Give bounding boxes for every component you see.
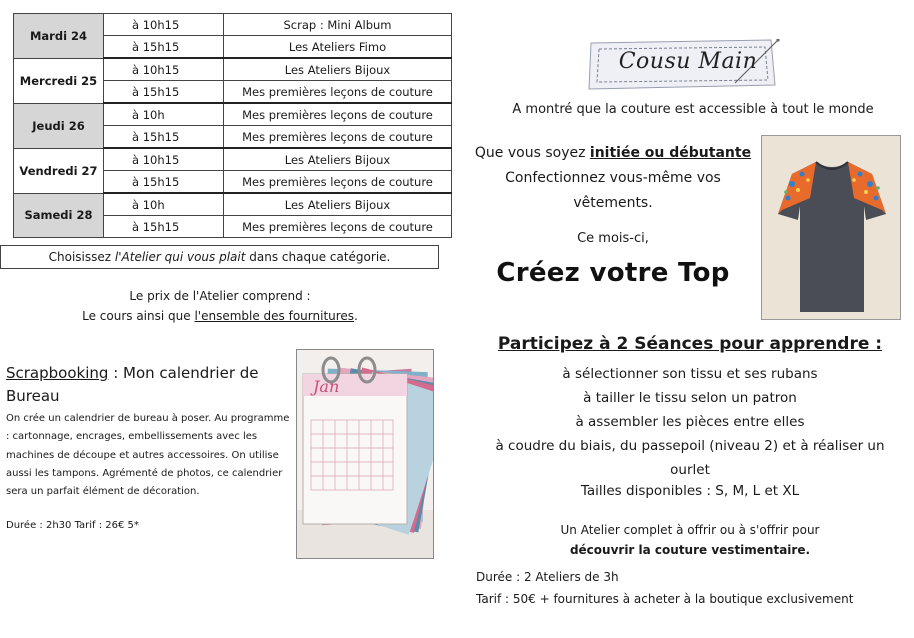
price-line-1: Le prix de l'Atelier comprend : (129, 289, 311, 303)
workshop-cell: Mes premières leçons de couture (224, 216, 452, 238)
workshop-cell: Les Ateliers Bijoux (224, 193, 452, 216)
workshop-cell: Scrap : Mini Album (224, 14, 452, 36)
workshop-cell: Mes premières leçons de couture (224, 103, 452, 126)
svg-text:Jan: Jan (313, 377, 340, 396)
price-line-2-suffix: . (354, 309, 358, 323)
scrapbooking-title-rest: : Mon calendrier de Bureau (6, 364, 259, 405)
day-cell: Samedi 28 (14, 193, 104, 238)
list-item: à coudre du biais, du passepoil (niveau 2) et à réaliser un (495, 438, 885, 454)
sizes-info: Tailles disponibles : S, M, L et XL (580, 483, 800, 499)
gift-line-2-bold: découvrir la couture vestimentaire. (569, 543, 811, 557)
time-cell: à 15h15 (104, 216, 224, 238)
month-label: Ce mois-ci, (577, 231, 649, 246)
time-cell: à 10h (104, 193, 224, 216)
list-item: ourlet (670, 462, 710, 478)
day-cell: Mardi 24 (14, 14, 104, 59)
price-info (0, 286, 440, 326)
intro-underline: initiée ou débutante (589, 145, 752, 161)
calendar-photo (296, 349, 434, 559)
calendar-illustration (297, 350, 434, 559)
scrapbooking-title-underline: Scrapbooking (6, 364, 109, 382)
workshop-cell: Mes premières leçons de couture (224, 81, 452, 104)
choose-prefix: Choisissez (48, 250, 115, 264)
workshop-cell: Les Ateliers Bijoux (224, 148, 452, 171)
choose-suffix: dans chaque catégorie. (245, 250, 391, 264)
time-cell: à 10h15 (104, 148, 224, 171)
scrapbooking-description: On crée un calendrier de bureau à poser. Au programme : cartonnage, encrages, embellissements avec les machines de découpe et autres accessoires. On utilise aussi les tampons. Agrémenté de photos, ce calendrier sera un parfait élément de décoration. (6, 413, 290, 498)
table-row (14, 148, 452, 171)
table-row (14, 58, 452, 81)
workshop-cell: Mes premières leçons de couture (224, 126, 452, 149)
time-cell: à 15h15 (104, 171, 224, 194)
choose-workshop-note (0, 245, 439, 269)
headline: Créez votre Top (496, 258, 730, 288)
choose-emphasis: l'Atelier qui vous plait (114, 250, 246, 264)
steps-list (470, 362, 910, 482)
shirt-illustration (762, 136, 901, 320)
list-item: à assembler les pièces entre elles (575, 414, 805, 430)
scrapbooking-duration: Durée : 2h30 Tarif : 26€ 5* (6, 520, 139, 531)
table-row (14, 14, 452, 36)
day-cell: Vendredi 27 (14, 148, 104, 193)
tagline: A montré que la couture est accessible à tout le monde (512, 102, 874, 117)
price-line-2-prefix: Le cours ainsi que (82, 309, 195, 323)
workshop-cell: Mes premières leçons de couture (224, 171, 452, 194)
time-cell: à 10h (104, 103, 224, 126)
list-item: à sélectionner son tissu et ses rubans (562, 366, 818, 382)
top-duration: Durée : 2 Ateliers de 3h (476, 570, 619, 584)
day-cell: Jeudi 26 (14, 103, 104, 148)
intro-text (468, 141, 758, 216)
price-line-2 (0, 306, 440, 326)
schedule-table (13, 13, 452, 238)
logo-text: Cousu Main (618, 49, 758, 74)
intro-line-3: vêtements. (573, 195, 653, 211)
time-cell: à 10h15 (104, 14, 224, 36)
time-cell: à 15h15 (104, 81, 224, 104)
gift-info (470, 520, 910, 560)
scrapbooking-title (6, 362, 286, 408)
table-row (14, 103, 452, 126)
intro-line-2: Confectionnez vous-même vos (505, 170, 721, 186)
top-shirt-photo (761, 135, 901, 320)
gift-line-2 (470, 540, 910, 560)
intro-line-1 (468, 141, 758, 166)
workshop-cell: Les Ateliers Fimo (224, 36, 452, 59)
price-line-2-underline: l'ensemble des fournitures (194, 309, 355, 323)
time-cell: à 10h15 (104, 58, 224, 81)
list-item: à tailler le tissu selon un patron (583, 390, 797, 406)
gift-line-1: Un Atelier complet à offrir ou à s'offrir pour (560, 523, 820, 537)
participate-heading: Participez à 2 Séances pour apprendre : (497, 334, 883, 354)
top-tarif: Tarif : 50€ + fournitures à acheter à la boutique exclusivement (476, 592, 854, 606)
time-cell: à 15h15 (104, 36, 224, 59)
intro-prefix: Que vous soyez (474, 145, 590, 161)
day-cell: Mercredi 25 (14, 58, 104, 103)
table-row (14, 193, 452, 216)
time-cell: à 15h15 (104, 126, 224, 149)
workshop-cell: Les Ateliers Bijoux (224, 58, 452, 81)
